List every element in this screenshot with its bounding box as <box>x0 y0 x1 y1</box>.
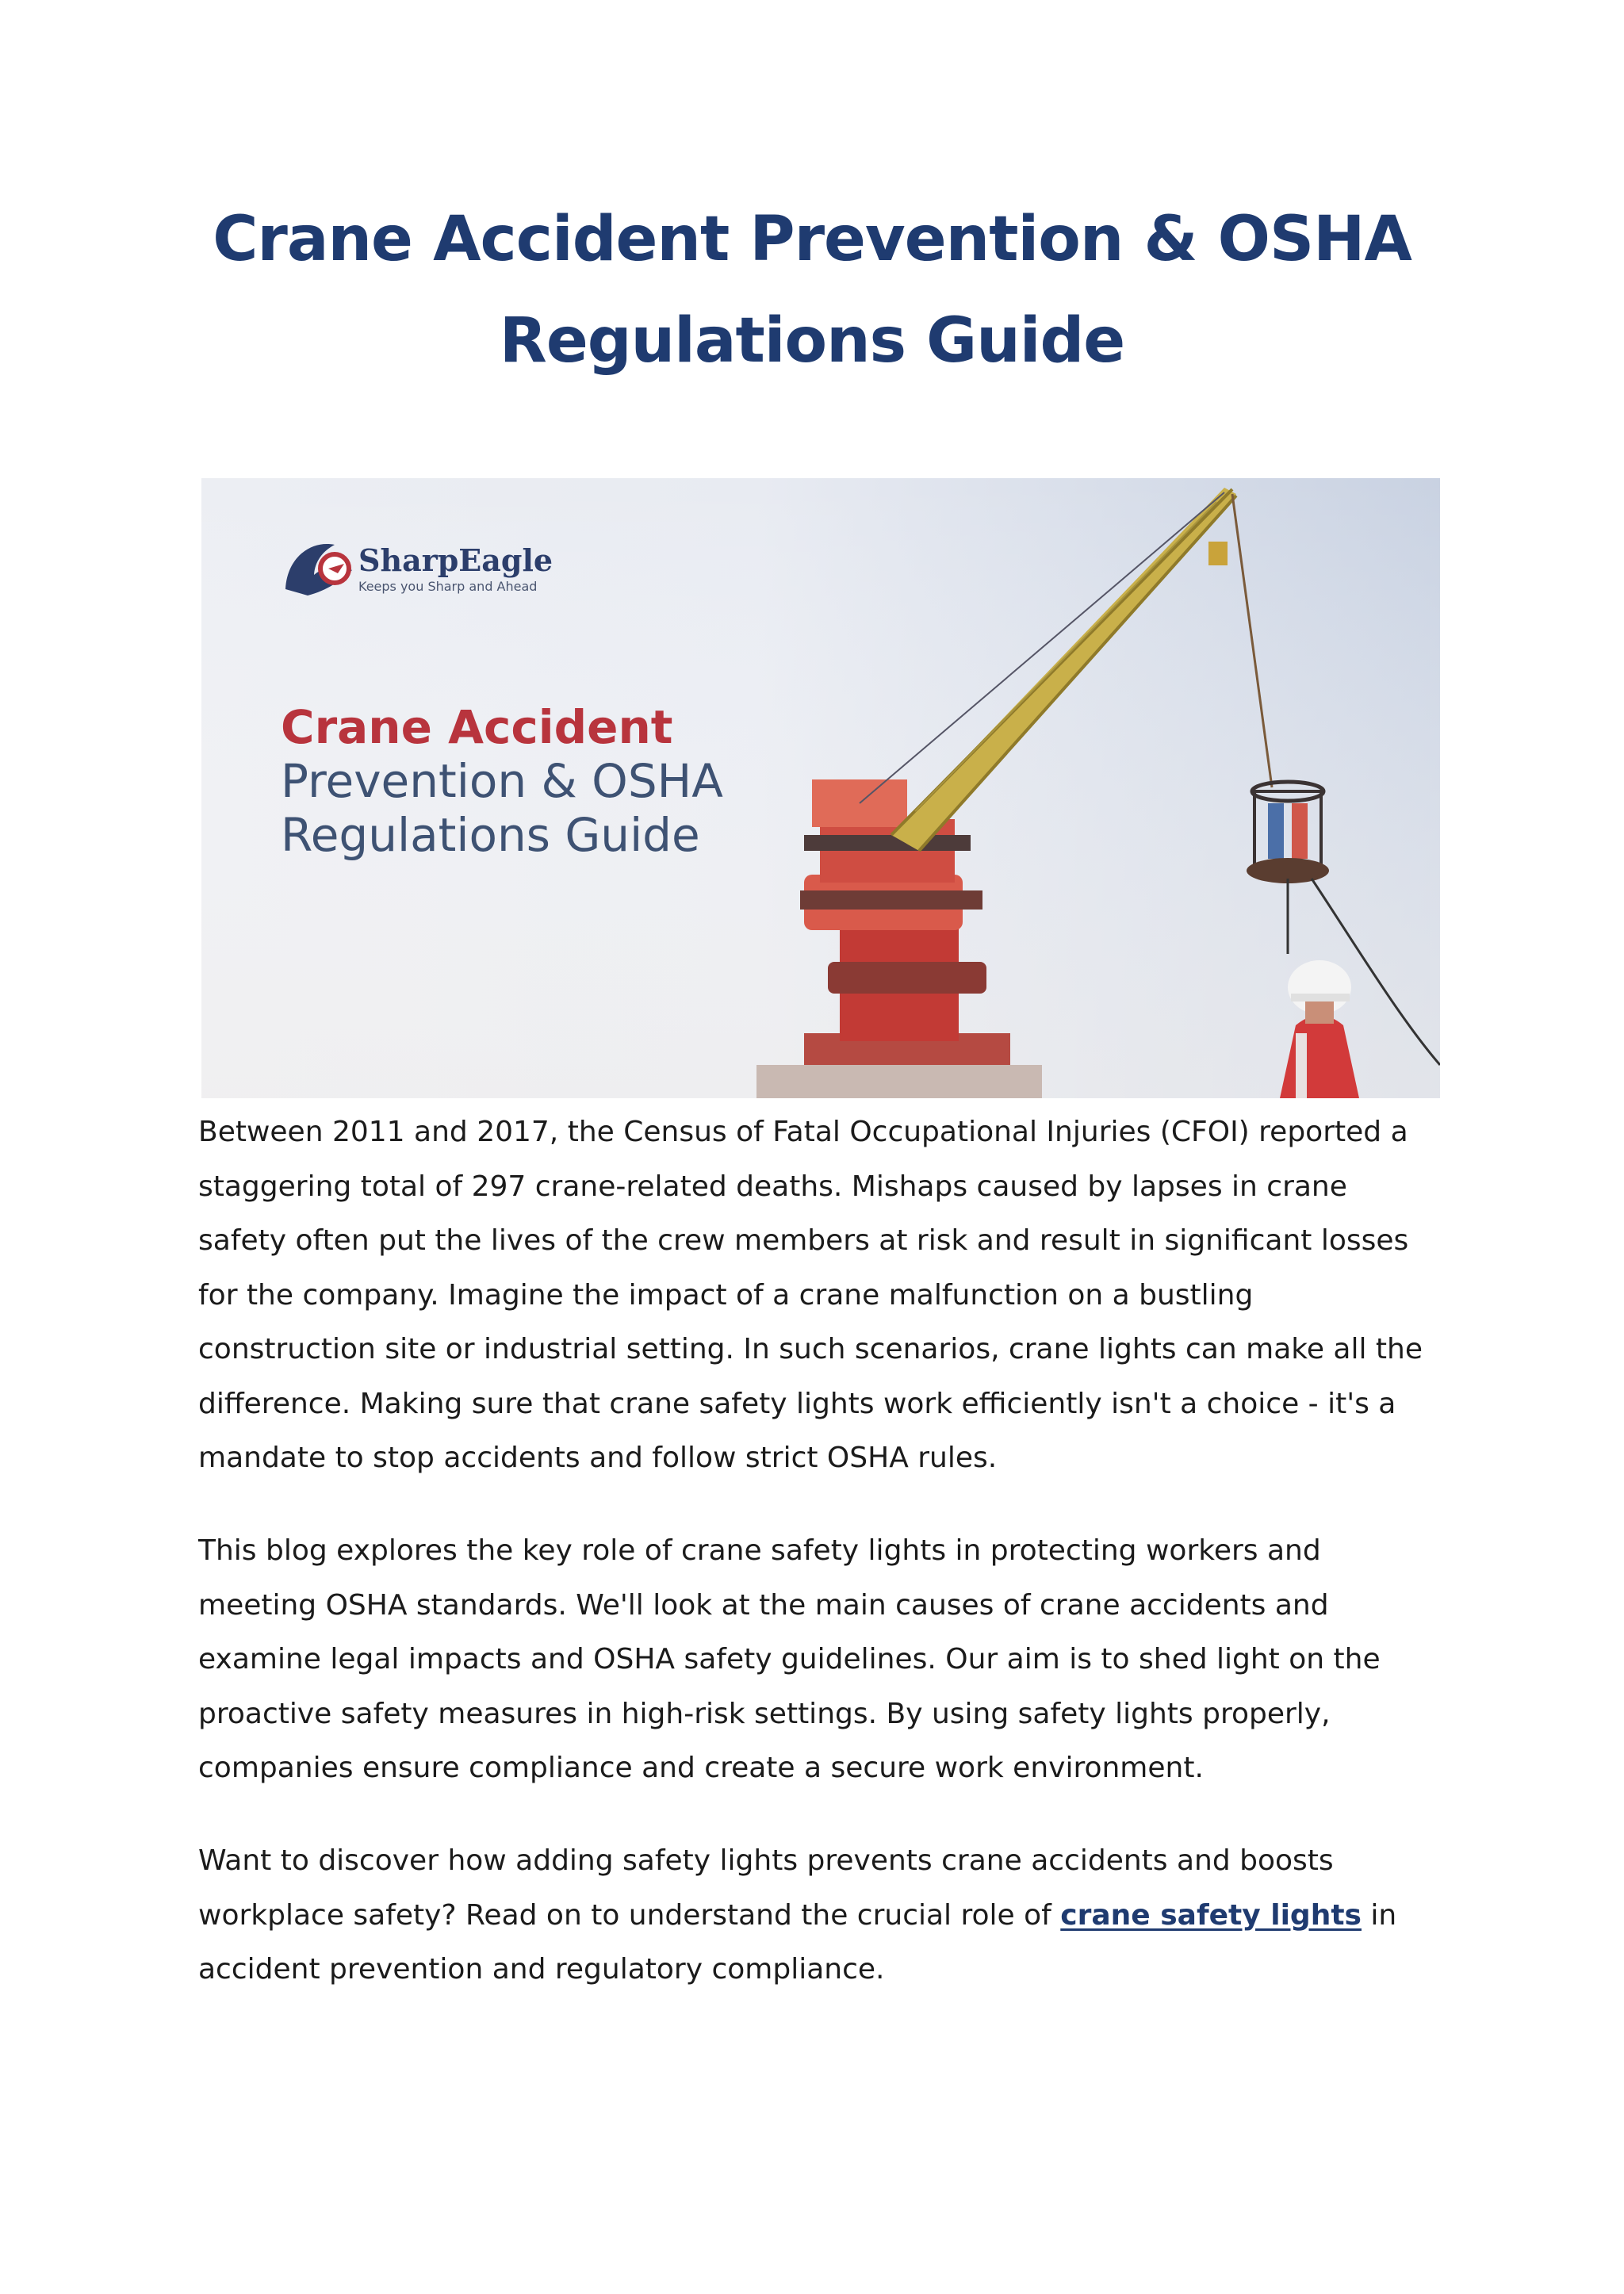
hero-headline-line-2: Prevention & OSHA <box>281 754 723 808</box>
page-title <box>198 189 1426 392</box>
brand-name: SharpEagle <box>358 542 553 578</box>
page-title-line-1: Crane Accident Prevention & OSHA <box>213 204 1411 275</box>
page-title-line-2: Regulations Guide <box>499 305 1125 377</box>
cta-paragraph <box>198 1834 1435 1997</box>
hero-headline-line-3: Regulations Guide <box>281 808 700 862</box>
hero-headline <box>281 700 723 862</box>
brand-logo <box>279 534 553 605</box>
crane-safety-lights-link[interactable]: crane safety lights <box>1060 1898 1362 1932</box>
overview-paragraph: This blog explores the key role of crane safety lights in protecting workers and meeting OSHA standards. We'll look at the main causes of crane accidents and examine legal impacts and OSHA safety guidelines. Our aim is to shed light on the proactive safety measures in high-risk settings. By using safety lights properly, companies ensure compliance and create a secure work environment. <box>198 1534 1381 1784</box>
hero-headline-line-1: Crane Accident <box>281 700 673 754</box>
brand-tagline: Keeps you Sharp and Ahead <box>358 579 538 594</box>
cta-text-before: Want to discover how adding safety lights prevents crane accidents and boosts workplace safety? Read on to understand the crucial role of <box>198 1844 1334 1932</box>
cta-text-after: in accident prevention and regulatory compliance. <box>198 1898 1397 1986</box>
intro-paragraph: Between 2011 and 2017, the Census of Fatal Occupational Injuries (CFOI) reported a staggering total of 297 crane-related deaths. Mishaps caused by lapses in crane safety often put the lives of the crew members at risk and result in significant losses for the company. Imagine the impact of a crane malfunction on a bustling construction site or industrial setting. In such scenarios, crane lights can make all the difference. Making sure that crane safety lights work efficiently isn't a choice - it's a mandate to stop accidents and follow strict OSHA rules. <box>198 1116 1423 1474</box>
hero-image <box>201 478 1440 1098</box>
eagle-icon <box>279 534 358 605</box>
